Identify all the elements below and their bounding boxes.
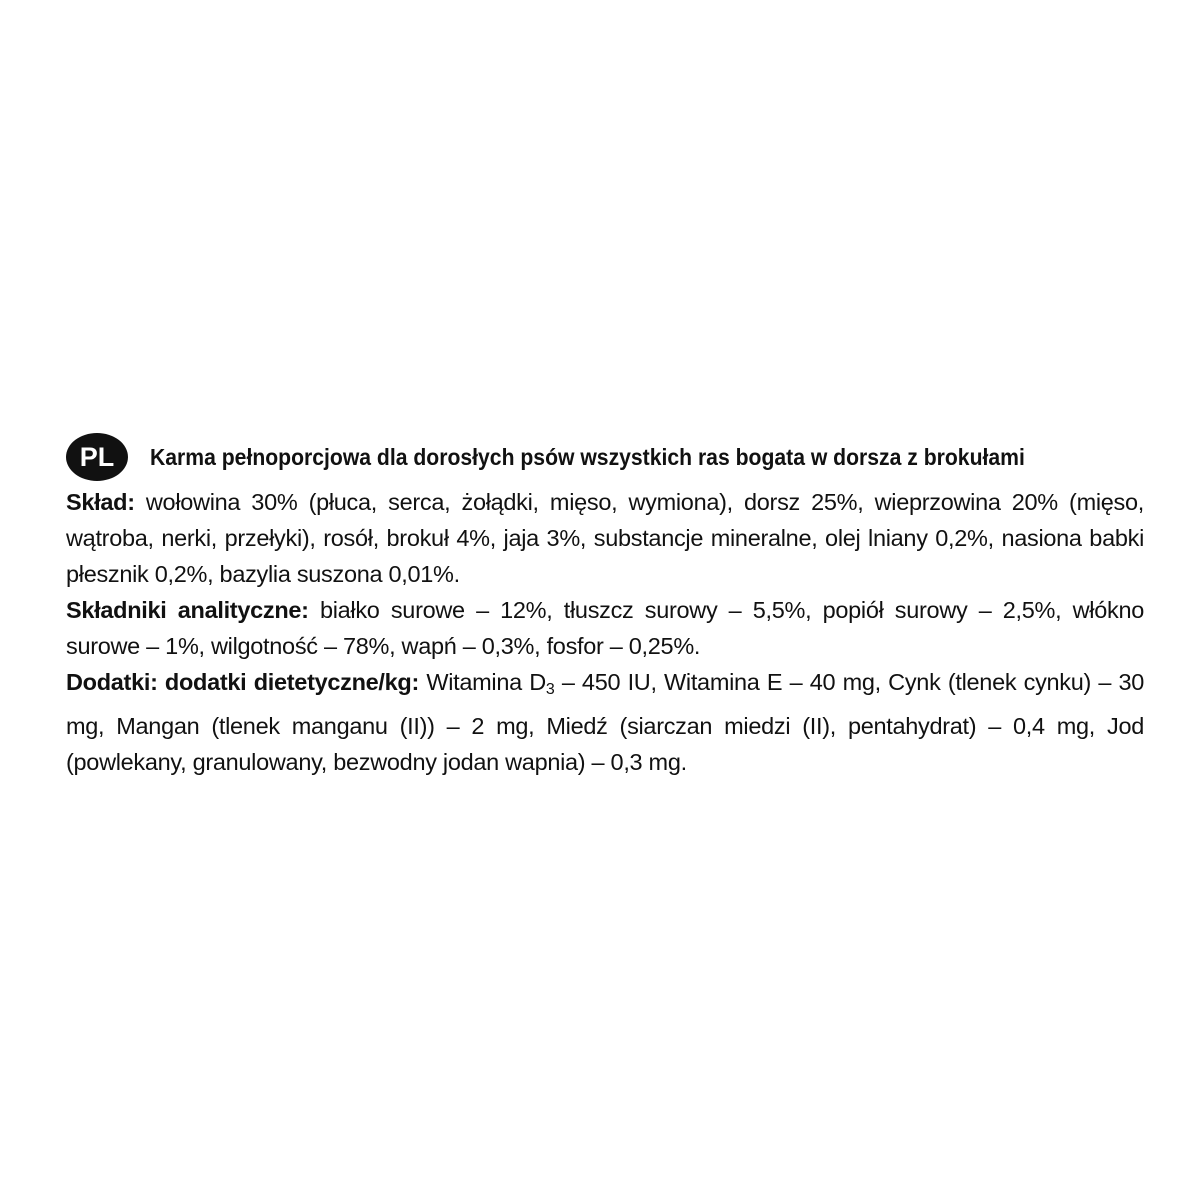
vitamin-d-subscript: 3: [545, 681, 555, 698]
additives-paragraph: [66, 664, 1144, 780]
label-header: [66, 430, 1144, 484]
analytical-constituents-text: białko surowe – 12%, tłuszcz surowy – 5,5%, popiół surowy – 2,5%, włókno surowe – 1%, wilgotność – 78%, wapń – 0,3%, fosfor – 0,25%.: [66, 597, 1144, 659]
pet-food-label: [66, 430, 1144, 780]
additives-text: – 450 IU, Witamina E – 40 mg, Cynk (tlenek cynku) – 30 mg, Mangan (tlenek manganu (II)) – 2 mg, Miedź (siarczan miedzi (II), pentahydrat) – 0,4 mg, Jod (powlekany, granulowany, bezwodny jodan wapnia) – 0,3 mg.: [66, 669, 1145, 775]
analytical-constituents-label: Składniki analityczne:: [66, 597, 309, 623]
additives-label: Dodatki: dodatki dietetyczne/kg:: [66, 669, 419, 695]
composition-text: wołowina 30% (płuca, serca, żołądki, mięso, wymiona), dorsz 25%, wieprzowina 20% (mięso, wątroba, nerki, przełyki), rosół, brokuł 4%, jaja 3%, substancje mineralne, olej lniany 0,2%, nasiona babki płesznik 0,2%, bazylia suszona 0,01%.: [66, 489, 1144, 587]
analytical-constituents-paragraph: [66, 592, 1144, 664]
product-title: Karma pełnoporcjowa dla dorosłych psów wszystkich ras bogata w dorsza z brokułami: [150, 443, 1025, 470]
vitamin-d-prefix: Witamina D: [426, 669, 546, 695]
composition-paragraph: [66, 484, 1144, 592]
composition-label: Skład:: [66, 489, 135, 515]
language-badge: PL: [66, 433, 128, 481]
